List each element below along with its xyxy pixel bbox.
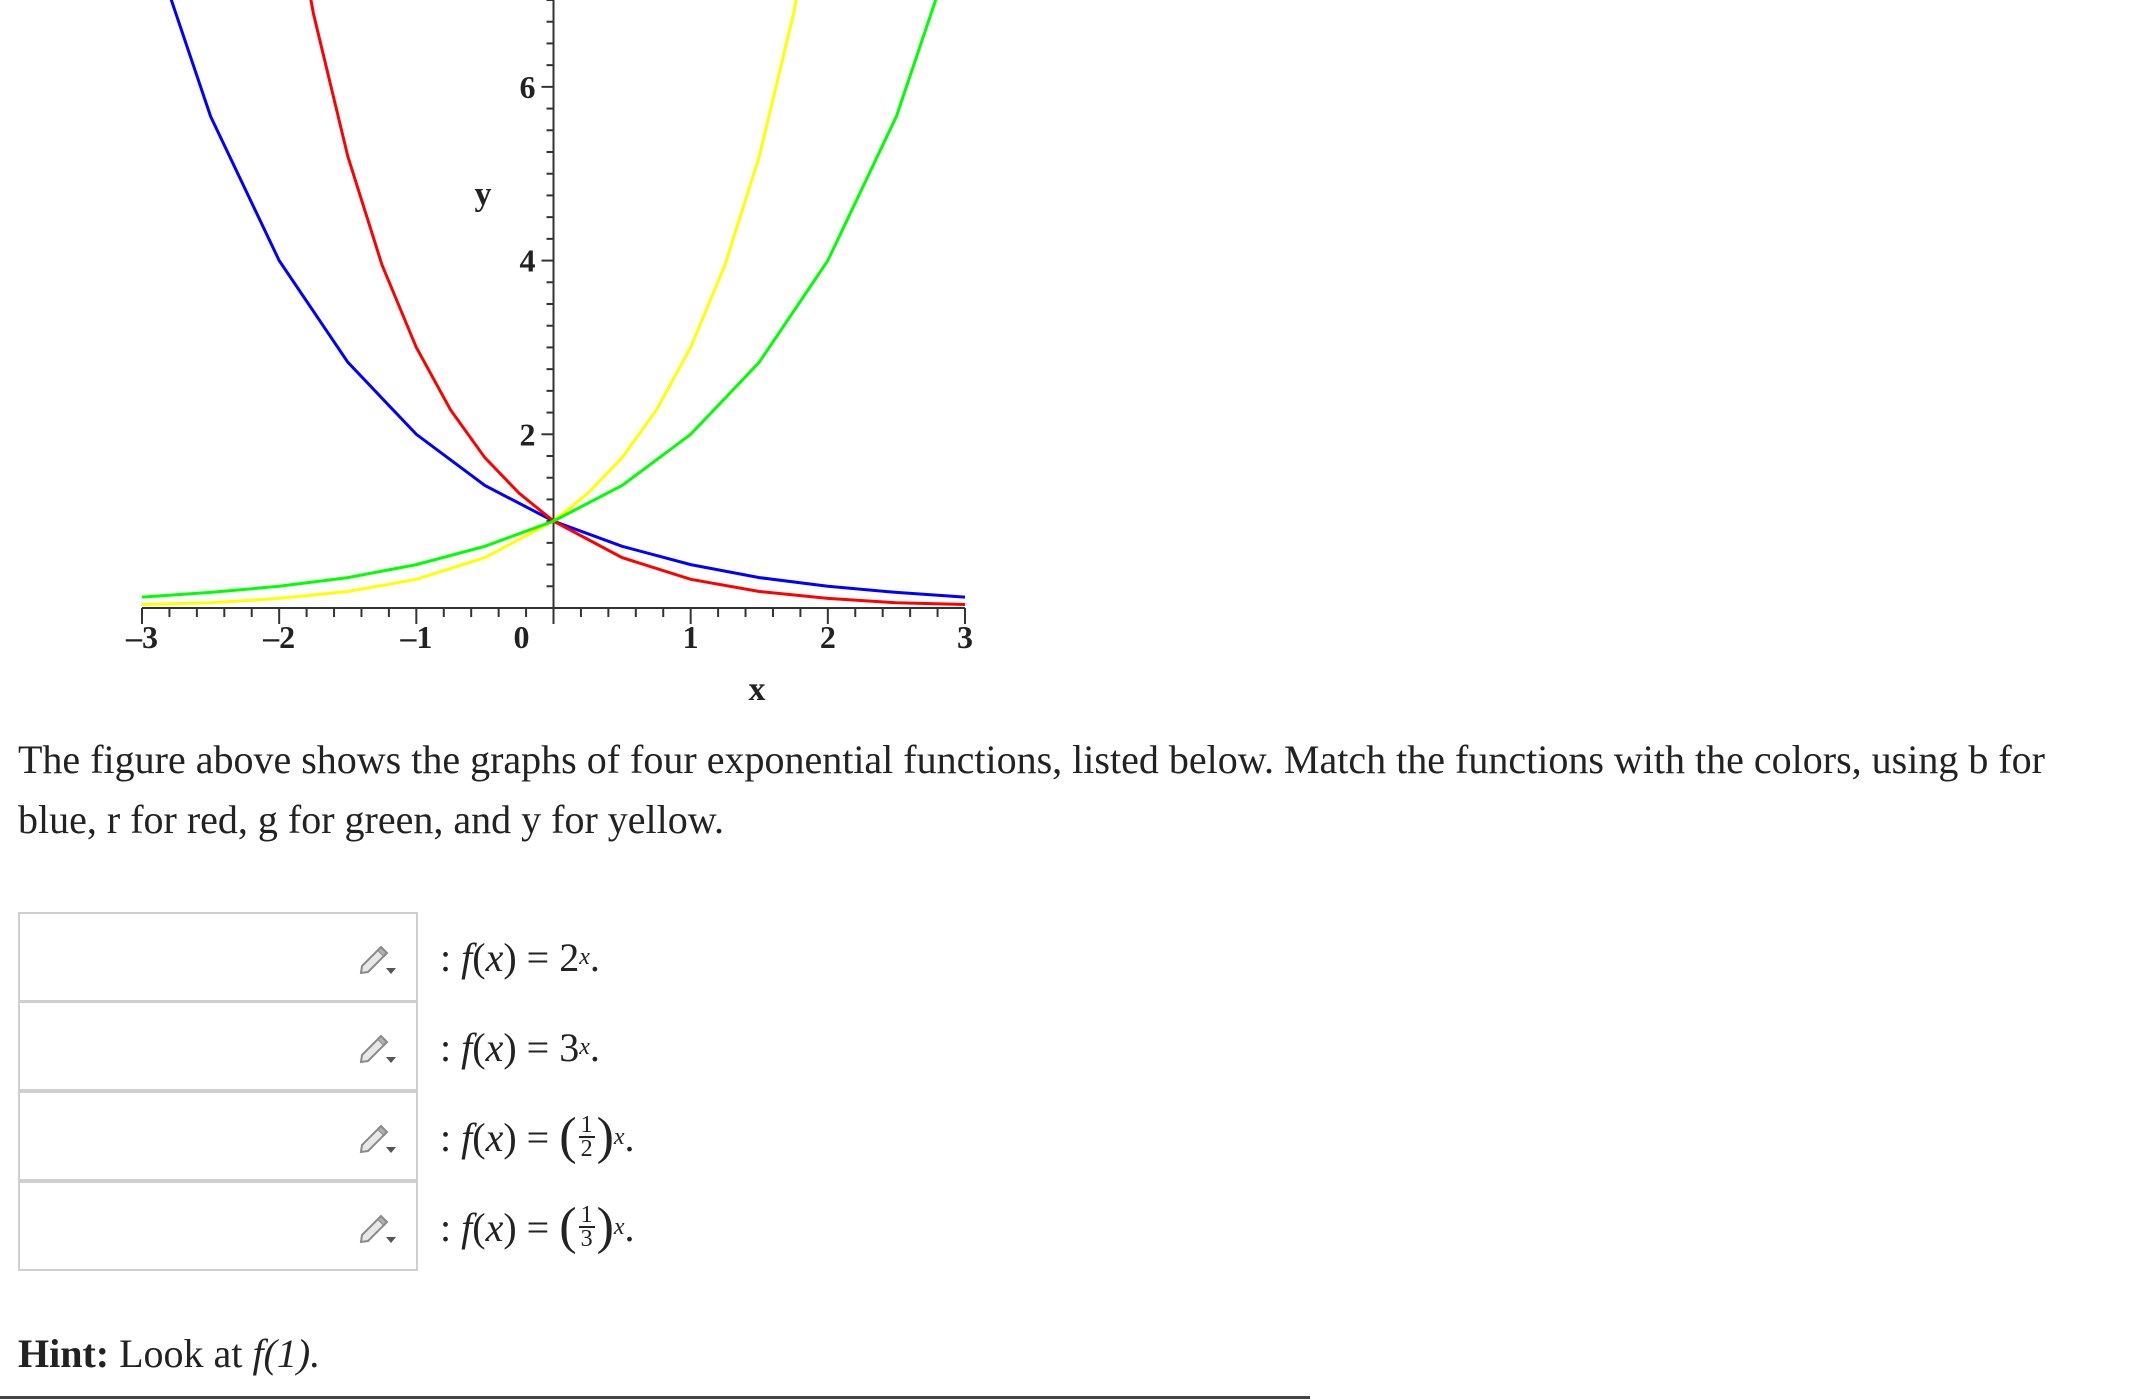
x-tick-label: 3 <box>957 619 973 655</box>
y-tick-label: 4 <box>519 242 536 279</box>
x-axis-label: x <box>748 671 766 700</box>
answer-table <box>18 912 635 1272</box>
x-tick-label: 1 <box>682 619 699 655</box>
graph-labels <box>125 69 973 700</box>
pencil-dropdown-icon[interactable] <box>358 942 398 976</box>
question-text: The figure above shows the graphs of four exponential functions, listed below. Match the functions with the colors, using b for blue, r for red, g for green, and y for yellow. <box>18 737 2045 842</box>
hint-label: Hint: <box>18 1331 110 1376</box>
bottom-divider <box>0 1396 1310 1399</box>
answer-row <box>18 1092 635 1182</box>
answer-row <box>18 1002 635 1092</box>
x-tick-label: –1 <box>400 619 433 655</box>
graph-axes <box>142 0 965 624</box>
hint <box>18 1330 320 1377</box>
x-tick-label: 2 <box>819 619 836 655</box>
function-label: : f ( x ) = 3 x . <box>440 1024 600 1070</box>
x-tick-label: –3 <box>126 619 158 655</box>
answer-input-4[interactable] <box>18 1181 418 1271</box>
x-tick-label: –2 <box>263 619 296 655</box>
pencil-dropdown-icon[interactable] <box>358 1031 398 1065</box>
function-label: : f ( x ) = 2 x . <box>440 934 600 980</box>
series-line-3 <box>142 0 828 605</box>
answer-input-3[interactable] <box>18 1091 418 1181</box>
y-axis-label: y <box>474 176 492 213</box>
x-tick-label: 0 <box>513 619 530 655</box>
y-tick-label: 6 <box>519 68 536 105</box>
pencil-dropdown-icon[interactable] <box>358 1121 398 1155</box>
pencil-dropdown-icon[interactable] <box>358 1211 398 1245</box>
function-label: : f ( x ) = ( $\frac{1}{2}$ ) x . <box>440 1108 635 1165</box>
answer-row <box>18 912 635 1002</box>
series-line-2 <box>279 0 965 605</box>
answer-input-2[interactable] <box>18 1001 418 1091</box>
answer-row <box>18 1182 635 1272</box>
exponential-graph <box>0 0 1000 700</box>
y-tick-label: 2 <box>519 416 536 453</box>
function-label: : f ( x ) = ( $\frac{1}{3}$ ) x . <box>440 1198 635 1255</box>
hint-text: Look at <box>119 1331 243 1376</box>
answer-input-1[interactable] <box>18 912 418 1002</box>
hint-expression: f(1). <box>252 1331 321 1376</box>
